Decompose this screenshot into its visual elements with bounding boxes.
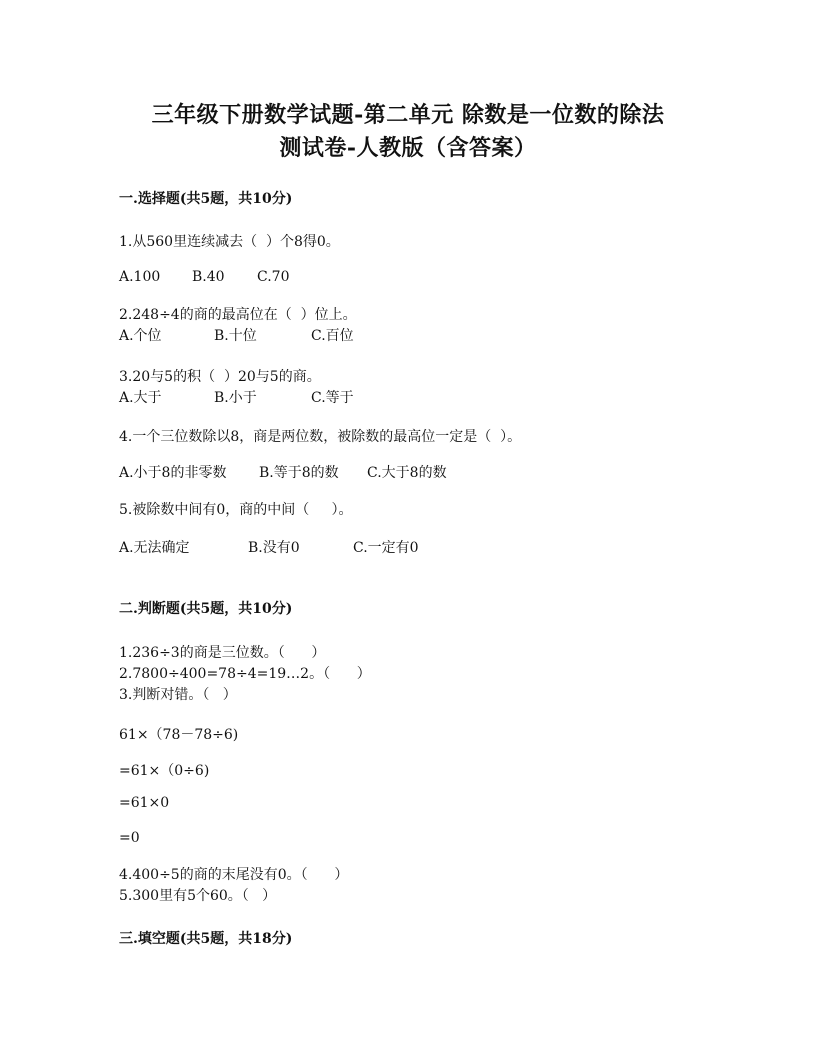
- choice-question-4: 4.一个三位数除以8，商是两位数，被除数的最高位一定是（ ）。: [119, 429, 522, 445]
- judge-question-4: 4.400÷5的商的末尾没有0。（ ）: [119, 867, 349, 883]
- section-heading-choice: 一.选择题(共5题，共10分): [119, 191, 293, 207]
- choice-q2-option-b: B.十位: [214, 328, 257, 344]
- judge-q3-step-1: 61×（78－78÷6): [119, 727, 239, 743]
- choice-q5-option-c: C.一定有0: [353, 540, 419, 556]
- choice-q5-option-b: B.没有0: [248, 540, 300, 556]
- choice-q4-option-a: A.小于8的非零数: [119, 465, 227, 481]
- judge-question-1: 1.236÷3的商是三位数。（ ）: [119, 645, 326, 661]
- judge-q3-step-2: =61×（0÷6): [119, 763, 210, 779]
- document-title-line-2: 测试卷-人教版（含答案）: [279, 135, 537, 161]
- choice-q1-option-b: B.40: [192, 269, 225, 285]
- judge-question-5: 5.300里有5个60。（ ）: [119, 888, 277, 904]
- judge-question-3: 3.判断对错。（ ）: [119, 687, 237, 703]
- document-title-line-1: 三年级下册数学试题-第二单元 除数是一位数的除法: [151, 102, 665, 128]
- choice-question-1: 1.从560里连续减去（ ）个8得0。: [119, 234, 340, 250]
- choice-question-5: 5.被除数中间有0，商的中间（ ）。: [119, 502, 353, 518]
- section-heading-fill: 三.填空题(共5题，共18分): [119, 931, 293, 947]
- judge-q3-step-3: =61×0: [119, 795, 170, 811]
- choice-question-2: 2.248÷4的商的最高位在（ ）位上。: [119, 307, 357, 323]
- choice-q5-option-a: A.无法确定: [119, 540, 190, 556]
- judge-question-2: 2.7800÷400=78÷4=19…2。（ ）: [119, 666, 371, 682]
- judge-q3-step-4: =0: [119, 830, 140, 846]
- choice-q2-option-c: C.百位: [311, 328, 354, 344]
- choice-q3-option-b: B.小于: [214, 390, 257, 406]
- choice-q4-option-c: C.大于8的数: [367, 465, 447, 481]
- choice-q2-option-a: A.个位: [119, 328, 162, 344]
- choice-q1-option-c: C.70: [257, 269, 290, 285]
- choice-q3-option-c: C.等于: [311, 390, 354, 406]
- choice-q4-option-b: B.等于8的数: [259, 465, 339, 481]
- choice-question-3: 3.20与5的积（ ）20与5的商。: [119, 369, 321, 385]
- choice-q1-option-a: A.100: [119, 269, 161, 285]
- choice-q3-option-a: A.大于: [119, 390, 162, 406]
- section-heading-judge: 二.判断题(共5题，共10分): [119, 601, 293, 617]
